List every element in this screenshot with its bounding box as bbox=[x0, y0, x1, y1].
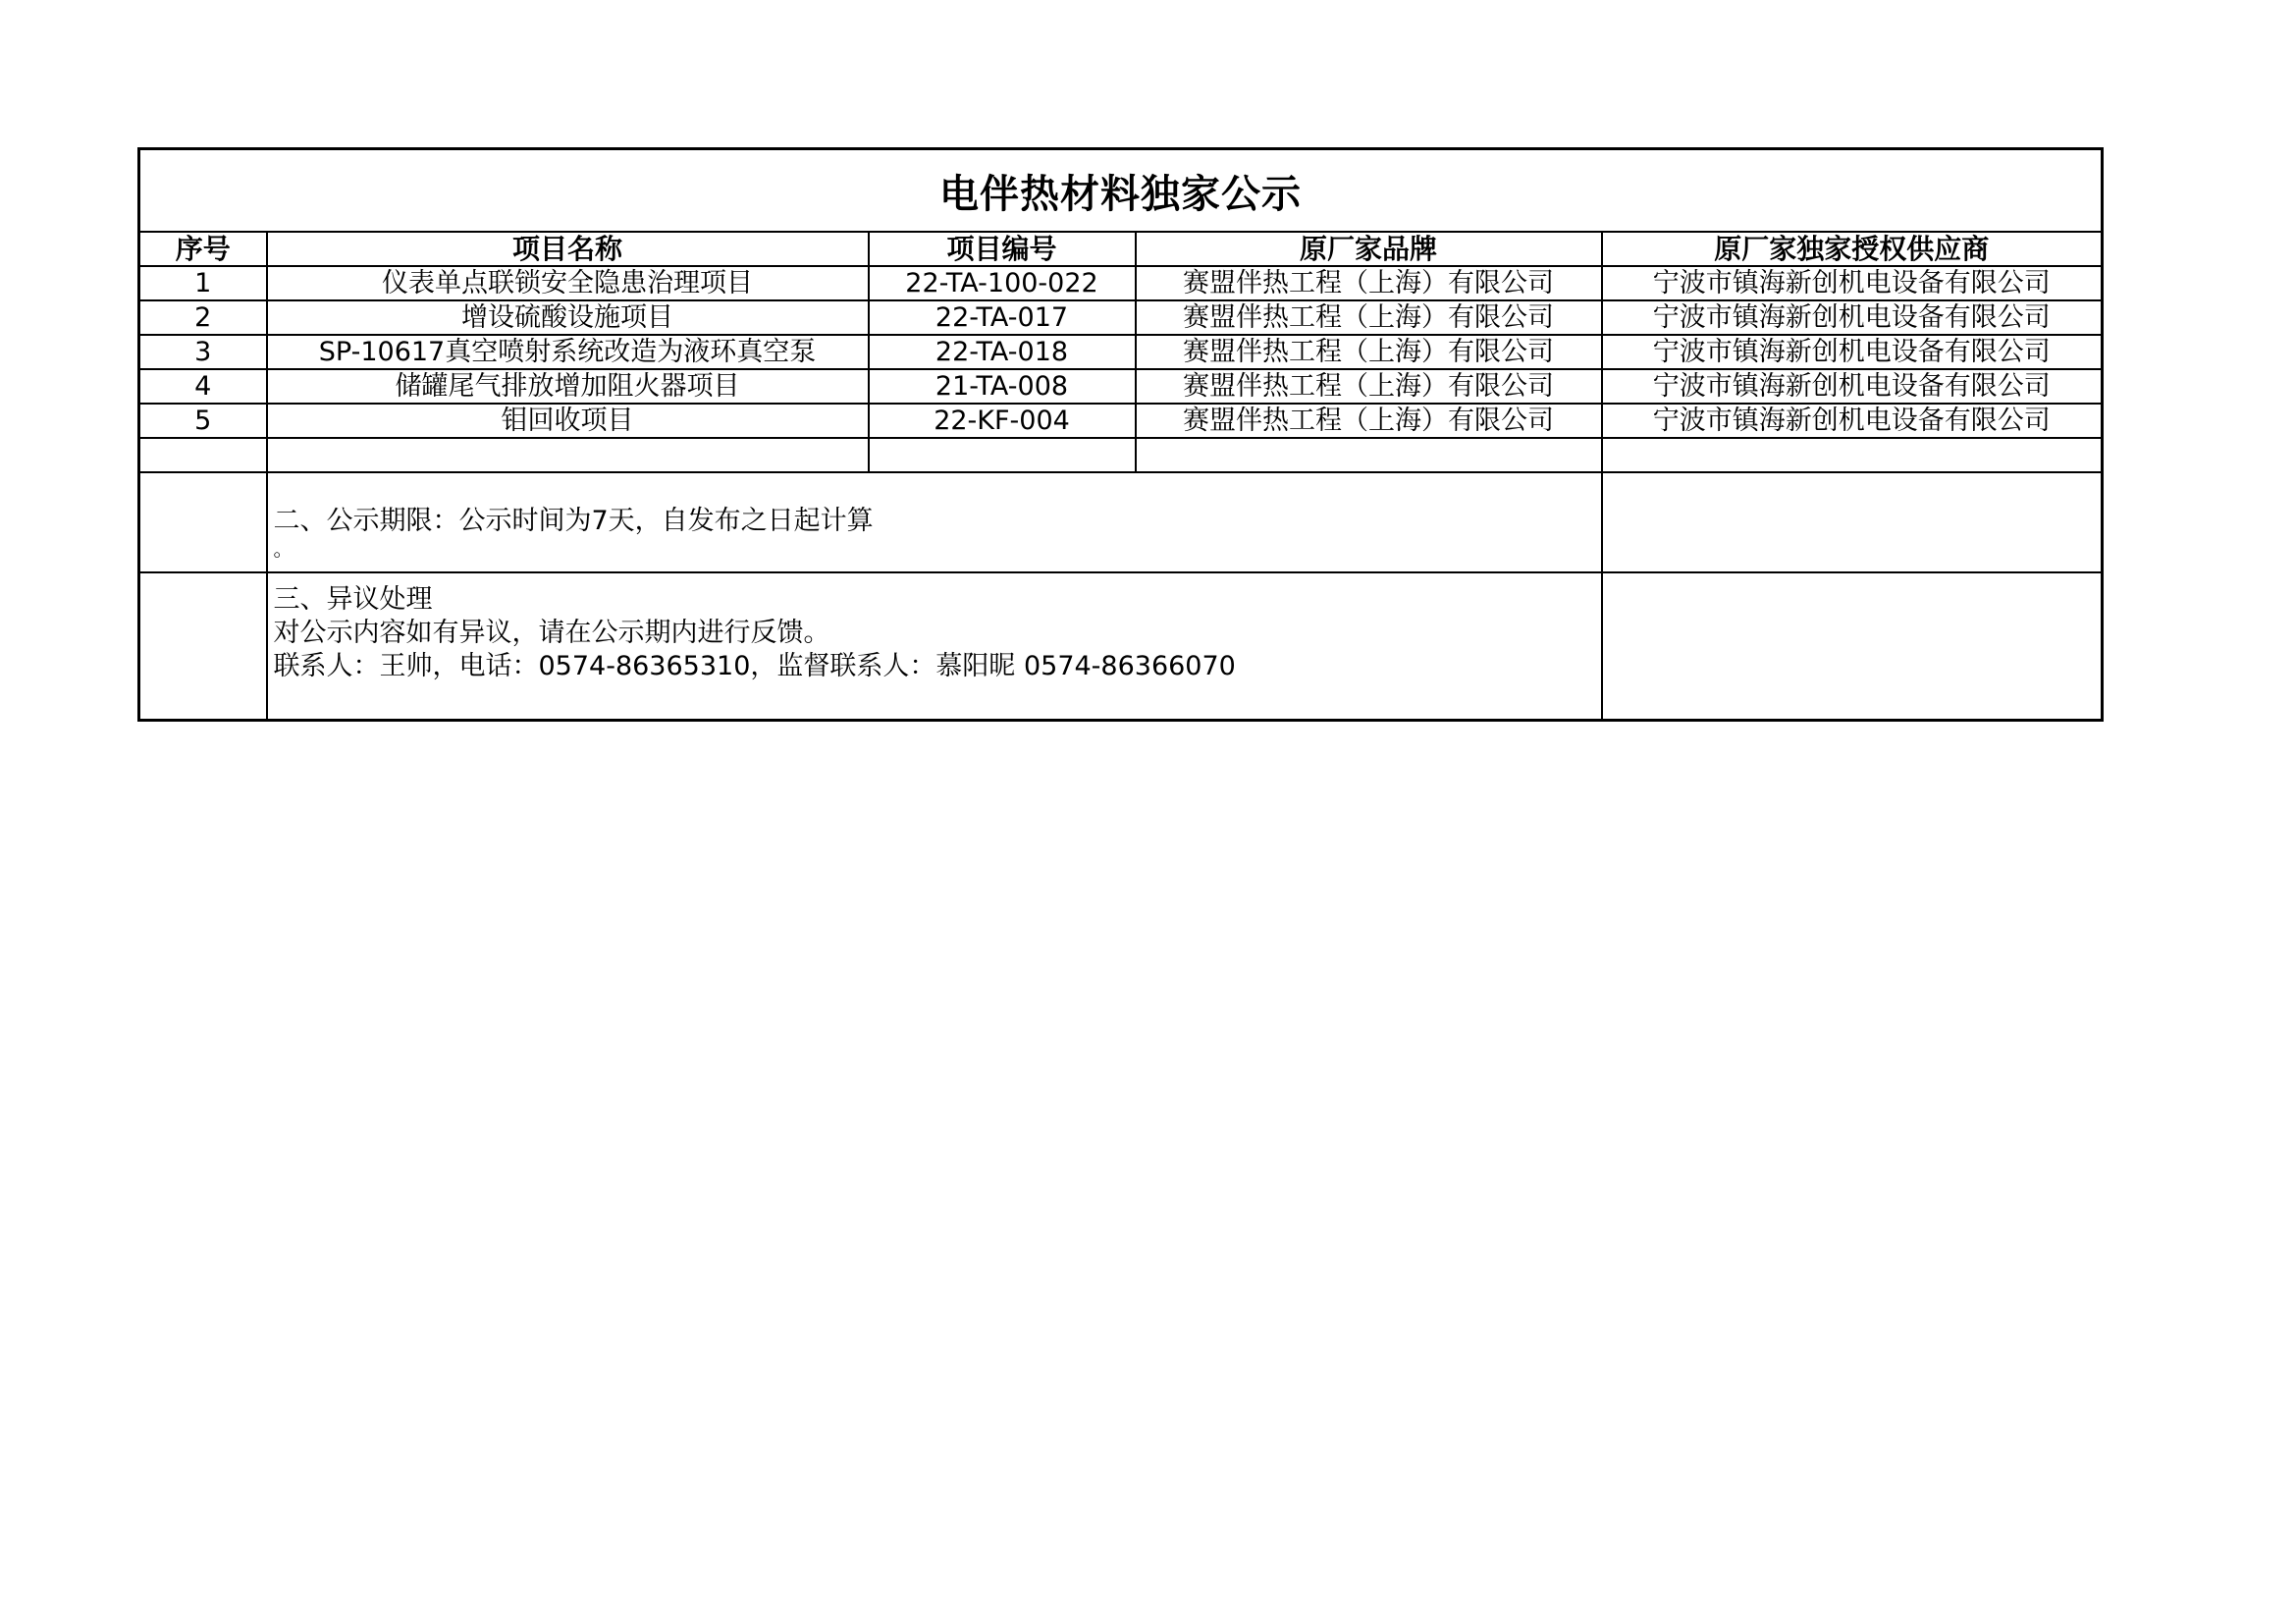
cell-supplier: 宁波市镇海新创机电设备有限公司 bbox=[1602, 369, 2103, 404]
page-title: 电伴热材料独家公示 bbox=[139, 149, 2103, 233]
header-project-name: 项目名称 bbox=[267, 232, 869, 266]
cell-project-name: 钼回收项目 bbox=[267, 404, 869, 438]
cell-seq: 4 bbox=[139, 369, 267, 404]
cell-brand: 赛盟伴热工程（上海）有限公司 bbox=[1136, 335, 1602, 369]
table-row bbox=[139, 335, 2103, 369]
objection-row bbox=[139, 572, 2103, 720]
cell-brand: 赛盟伴热工程（上海）有限公司 bbox=[1136, 404, 1602, 438]
contact-text: 联系人：王帅，电话：0574-86365310，监督联系人：慕阳昵 0574-86366070 bbox=[273, 651, 1236, 681]
header-supplier: 原厂家独家授权供应商 bbox=[1602, 232, 2103, 266]
empty-cell bbox=[869, 438, 1136, 472]
period-trail: 。 bbox=[273, 537, 294, 561]
cell-project-name: SP-10617真空喷射系统改造为液环真空泵 bbox=[267, 335, 869, 369]
cell-project-code: 22-TA-017 bbox=[869, 300, 1136, 335]
table-row bbox=[139, 404, 2103, 438]
cell-seq: 3 bbox=[139, 335, 267, 369]
cell-supplier: 宁波市镇海新创机电设备有限公司 bbox=[1602, 266, 2103, 300]
cell-supplier: 宁波市镇海新创机电设备有限公司 bbox=[1602, 335, 2103, 369]
cell-project-code: 21-TA-008 bbox=[869, 369, 1136, 404]
period-text: 二、公示期限：公示时间为7天，自发布之日起计算 bbox=[273, 506, 874, 536]
cell-brand: 赛盟伴热工程（上海）有限公司 bbox=[1136, 300, 1602, 335]
empty-row bbox=[139, 438, 2103, 472]
empty-cell bbox=[139, 438, 267, 472]
empty-cell bbox=[139, 572, 267, 720]
cell-supplier: 宁波市镇海新创机电设备有限公司 bbox=[1602, 300, 2103, 335]
cell-project-code: 22-TA-100-022 bbox=[869, 266, 1136, 300]
empty-cell bbox=[1136, 438, 1602, 472]
notice-table bbox=[137, 147, 2104, 722]
cell-seq: 2 bbox=[139, 300, 267, 335]
table-row bbox=[139, 266, 2103, 300]
header-seq: 序号 bbox=[139, 232, 267, 266]
period-note bbox=[267, 472, 1602, 572]
period-row bbox=[139, 472, 2103, 572]
cell-project-name: 储罐尾气排放增加阻火器项目 bbox=[267, 369, 869, 404]
objection-note bbox=[267, 572, 1602, 720]
table-header-row bbox=[139, 232, 2103, 266]
header-brand: 原厂家品牌 bbox=[1136, 232, 1602, 266]
cell-brand: 赛盟伴热工程（上海）有限公司 bbox=[1136, 369, 1602, 404]
empty-cell bbox=[1602, 472, 2103, 572]
header-project-code: 项目编号 bbox=[869, 232, 1136, 266]
empty-cell bbox=[1602, 438, 2103, 472]
objection-heading: 三、异议处理 bbox=[273, 584, 433, 615]
table-row bbox=[139, 369, 2103, 404]
cell-project-name: 仪表单点联锁安全隐患治理项目 bbox=[267, 266, 869, 300]
empty-cell bbox=[1602, 572, 2103, 720]
cell-supplier: 宁波市镇海新创机电设备有限公司 bbox=[1602, 404, 2103, 438]
cell-project-code: 22-KF-004 bbox=[869, 404, 1136, 438]
notice-sheet bbox=[137, 147, 2101, 722]
cell-project-code: 22-TA-018 bbox=[869, 335, 1136, 369]
cell-seq: 5 bbox=[139, 404, 267, 438]
empty-cell bbox=[267, 438, 869, 472]
cell-brand: 赛盟伴热工程（上海）有限公司 bbox=[1136, 266, 1602, 300]
cell-project-name: 增设硫酸设施项目 bbox=[267, 300, 869, 335]
objection-text: 对公示内容如有异议，请在公示期内进行反馈。 bbox=[273, 618, 830, 648]
table-row bbox=[139, 300, 2103, 335]
cell-seq: 1 bbox=[139, 266, 267, 300]
empty-cell bbox=[139, 472, 267, 572]
